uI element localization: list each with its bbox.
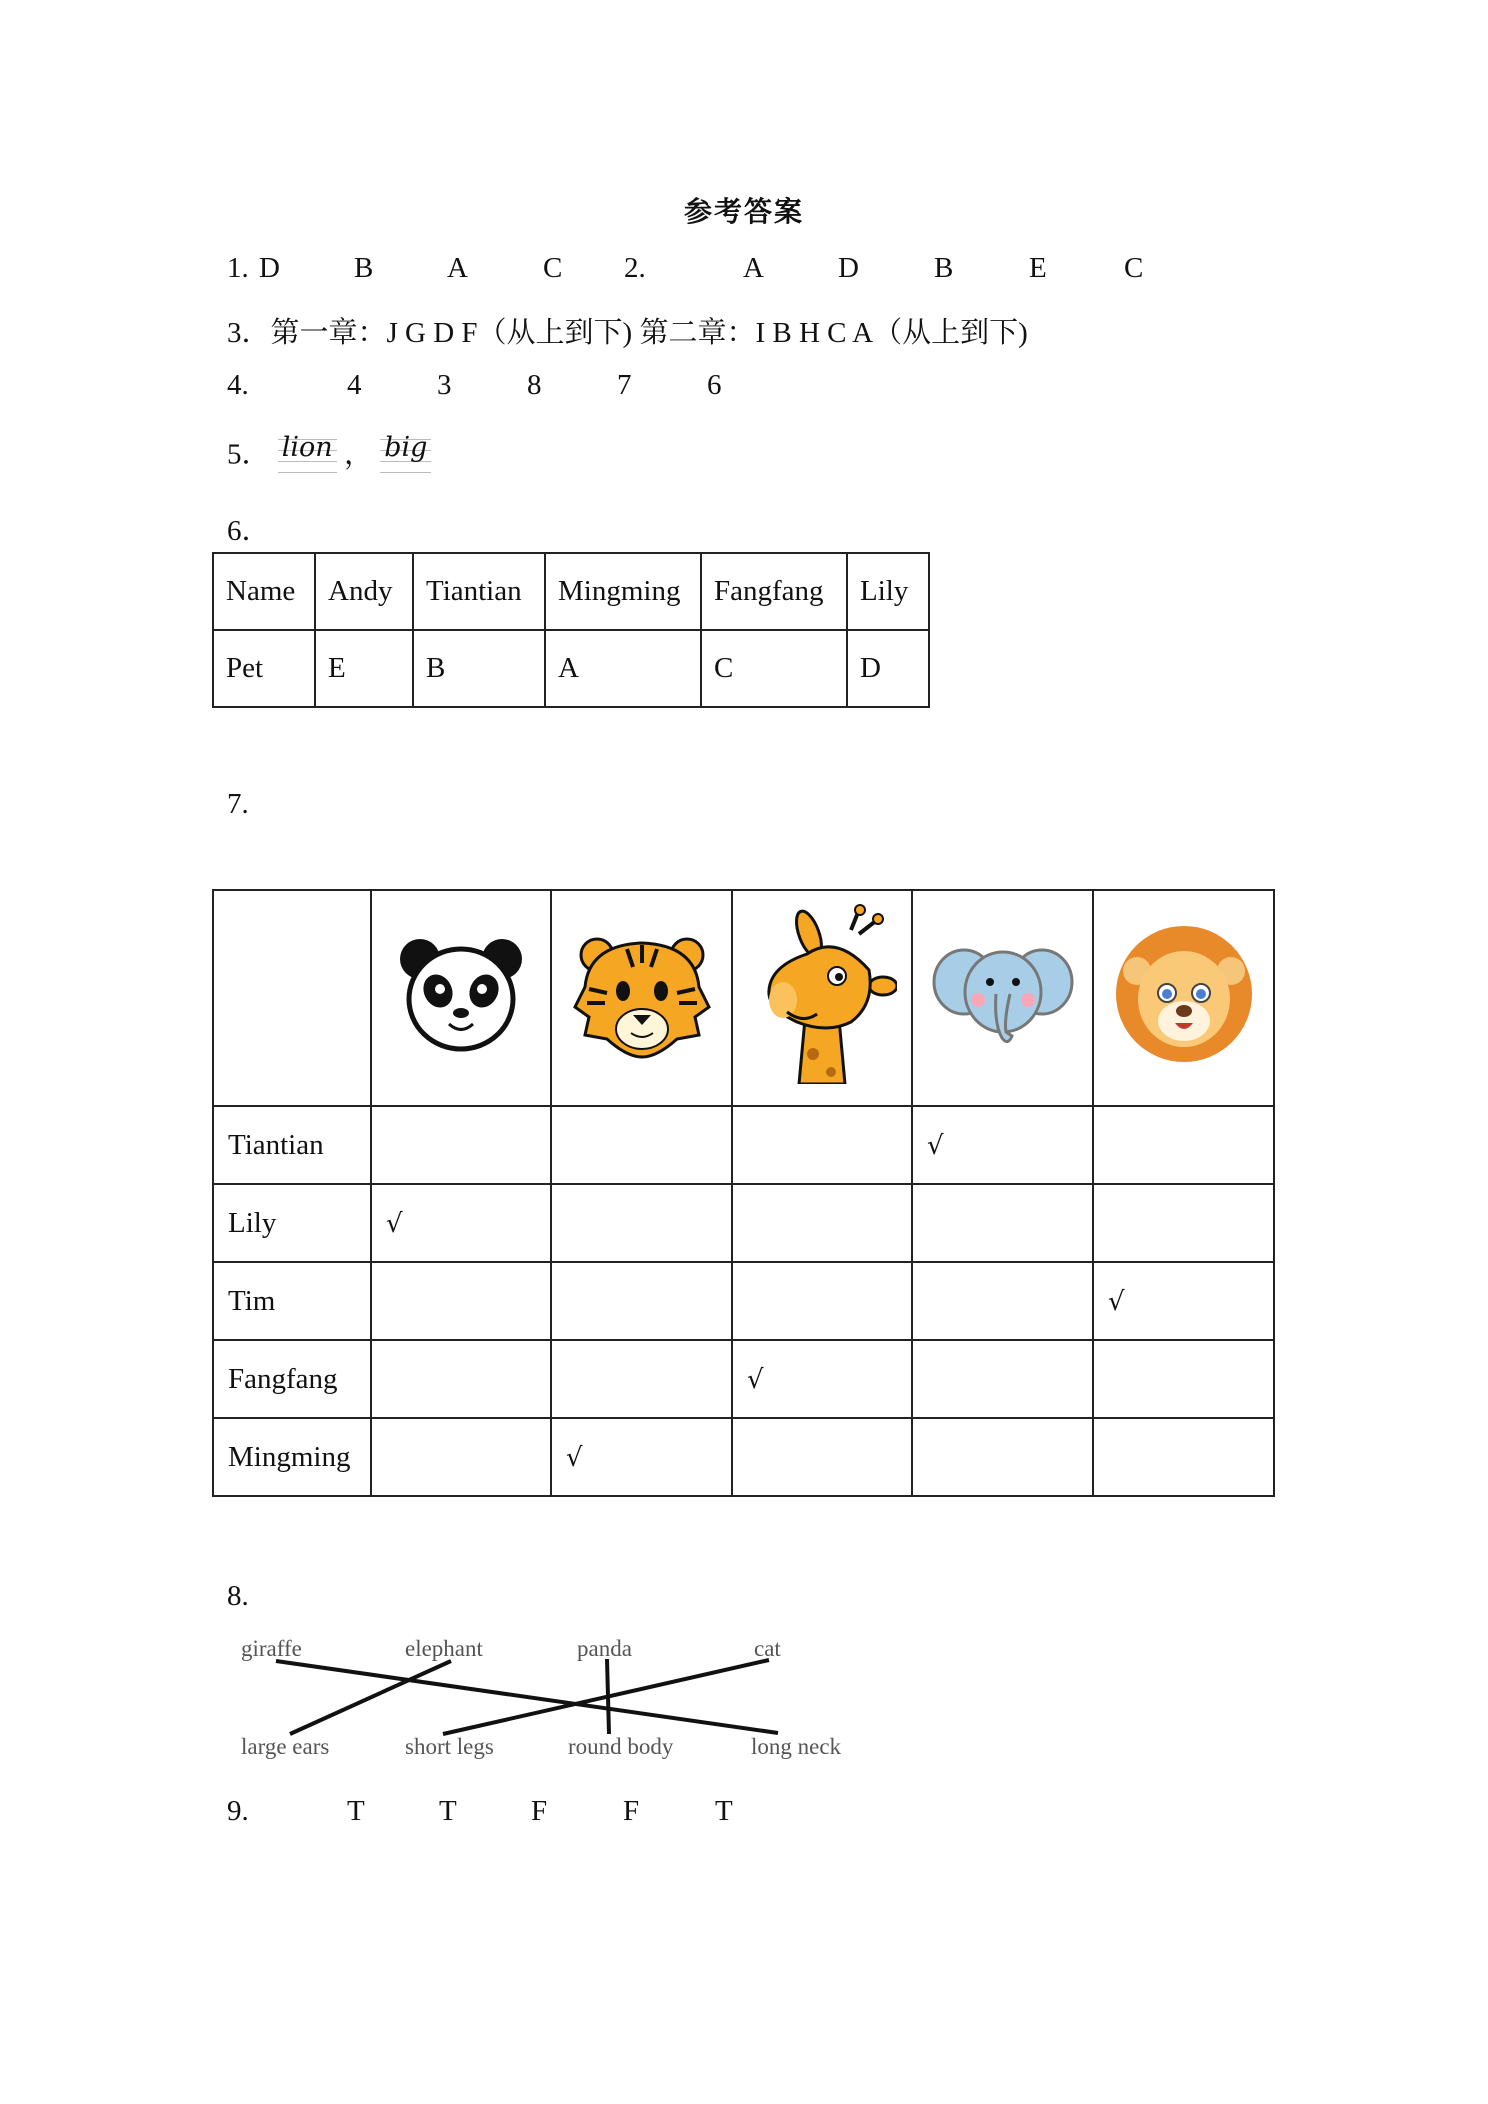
check-mark: √ — [927, 1130, 944, 1161]
match-line-elephant-large-ears — [290, 1661, 451, 1734]
q5-number: 5． — [227, 438, 271, 471]
q1-number: 1. — [227, 252, 249, 284]
q1-answer: D — [259, 252, 280, 284]
q9-answer: T — [439, 1795, 457, 1827]
handwritten-word: lion — [278, 430, 337, 474]
table-cell: Tiantian — [413, 553, 545, 630]
match-word-top: elephant — [405, 1636, 483, 1661]
q9-number: 9. — [227, 1795, 249, 1827]
table-cell: Fangfang — [701, 553, 847, 630]
q6-number: 6． — [227, 515, 271, 547]
table-cell: A — [545, 630, 701, 707]
table-cell: Mingming — [545, 553, 701, 630]
table-cell: Name — [213, 553, 315, 630]
table-cell: D — [847, 630, 929, 707]
check-mark: √ — [566, 1442, 583, 1473]
table-cell: C — [701, 630, 847, 707]
q1-answer: C — [543, 252, 563, 284]
q1-answer: B — [354, 252, 374, 284]
q4-answer: 4 — [347, 369, 362, 401]
student-name-cell: Fangfang — [213, 1340, 371, 1418]
match-word-bottom: round body — [568, 1734, 674, 1759]
student-name-cell: Mingming — [213, 1418, 371, 1496]
table-cell: B — [413, 630, 545, 707]
q4-number: 4. — [227, 369, 249, 401]
match-word-bottom: long neck — [751, 1734, 842, 1759]
match-word-top: giraffe — [241, 1636, 302, 1661]
student-name-cell: Tiantian — [213, 1106, 371, 1184]
separator: ， — [343, 438, 373, 471]
q9-answer: F — [531, 1795, 548, 1827]
q8-number: 8. — [227, 1580, 249, 1612]
table-cell: Pet — [213, 630, 315, 707]
check-mark: √ — [747, 1364, 764, 1395]
table-cell: Andy — [315, 553, 413, 630]
q9-answer: T — [715, 1795, 733, 1827]
q9-answer: F — [623, 1795, 640, 1827]
q2-number: 2. — [624, 252, 646, 284]
match-word-bottom: short legs — [405, 1734, 494, 1759]
handwritten-word: big — [380, 430, 431, 474]
table-cell: E — [315, 630, 413, 707]
answer-line-9 — [0, 1795, 1488, 1835]
q4-answer: 8 — [527, 369, 542, 401]
match-word-top: cat — [754, 1636, 781, 1661]
q2-answer: C — [1124, 252, 1144, 284]
match-line-giraffe-long-neck — [276, 1661, 778, 1733]
q2-answer: B — [934, 252, 954, 284]
q3-answer-line: 3．第一章：J G D F（从上到下) 第二章：I B H C A（从上到下) — [227, 317, 1028, 349]
q4-answer: 3 — [437, 369, 452, 401]
student-name-cell: Lily — [213, 1184, 371, 1262]
q9-answer: T — [347, 1795, 365, 1827]
q2-answer: E — [1029, 252, 1047, 284]
q2-answer: D — [838, 252, 859, 284]
check-mark: √ — [1108, 1286, 1125, 1317]
q2-answer: A — [743, 252, 764, 284]
q4-answer: 6 — [707, 369, 722, 401]
q1-answer: A — [447, 252, 468, 284]
q4-answer: 7 — [617, 369, 632, 401]
match-word-top: panda — [577, 1636, 632, 1661]
student-name-cell: Tim — [213, 1262, 371, 1340]
match-word-bottom: large ears — [241, 1734, 330, 1759]
check-mark: √ — [386, 1208, 403, 1239]
page-title: 参考答案 — [683, 195, 804, 228]
table-cell: Lily — [847, 553, 929, 630]
q7-number: 7. — [227, 788, 249, 820]
